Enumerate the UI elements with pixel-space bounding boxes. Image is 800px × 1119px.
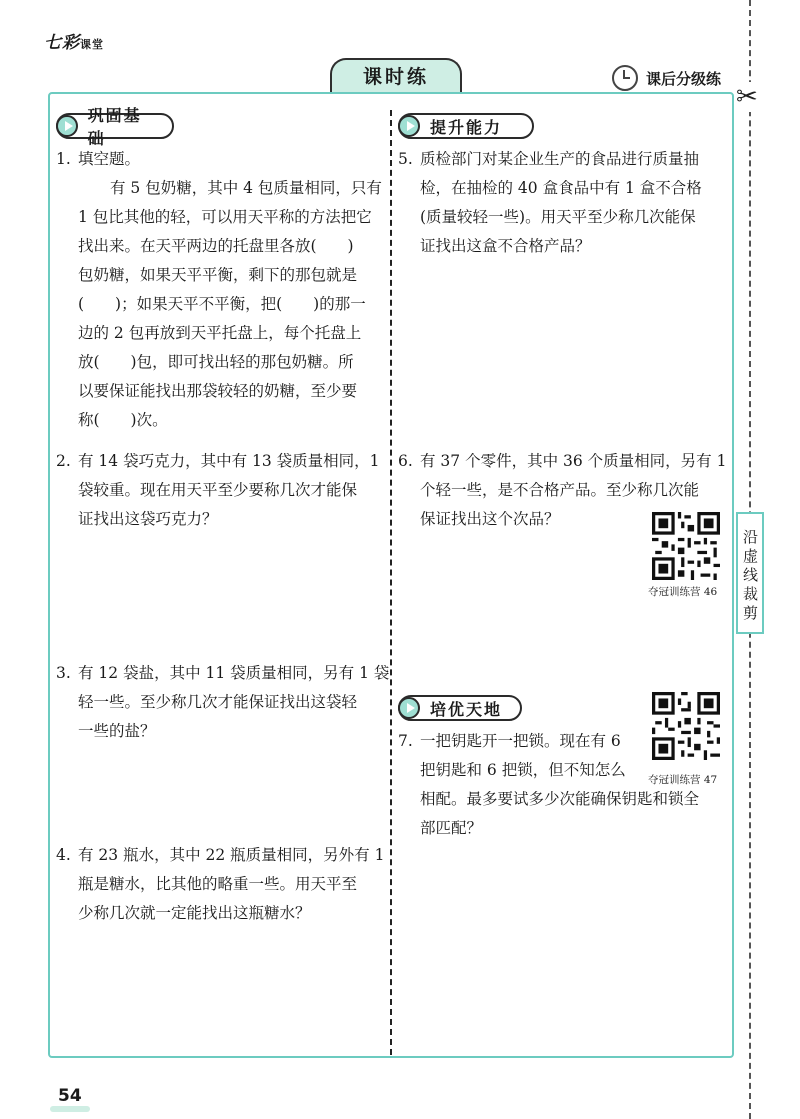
cut-label: 沿虚线裁剪	[736, 512, 764, 634]
brand-logo	[44, 28, 104, 53]
play-icon	[56, 115, 78, 137]
question-line: 检，在抽检的 40 盒食品中有 1 盒不合格	[420, 179, 702, 197]
question-line: (质量较轻一些)。用天平至少称几次能保	[420, 208, 696, 226]
question-line: 瓶是糖水，比其他的略重一些。用天平至	[78, 875, 358, 893]
question-line: 轻一些。至少称几次才能保证找出这袋轻	[78, 693, 358, 711]
question-line: 质检部门对某企业生产的食品进行质量抽	[420, 150, 700, 168]
page-number: 54	[58, 1086, 82, 1106]
section-basic-title: 巩固基础	[87, 106, 142, 148]
question-line: 找出来。在天平两边的托盘里各放( )	[78, 237, 354, 255]
qr-caption-46: 夺冠训练营 46	[648, 586, 718, 598]
question-line: 部匹配？	[420, 819, 483, 837]
question-5	[398, 145, 730, 261]
question-title: 填空题。	[78, 150, 141, 168]
play-icon	[398, 697, 420, 719]
question-line: 少称几次就一定能找出这瓶糖水？	[78, 904, 311, 922]
scissors-icon: ✂	[736, 82, 758, 112]
question-number: 3.	[56, 664, 71, 682]
clock-icon	[612, 65, 638, 91]
question-number: 6.	[398, 452, 413, 470]
brand-text: 七彩	[44, 33, 80, 53]
question-line: 1 包比其他的轻，可以用天平称的方法把它	[78, 208, 372, 226]
question-line: 有 5 包奶糖，其中 4 包质量相同，只有	[110, 179, 382, 197]
question-line: 边的 2 包再放到天平托盘上，每个托盘上	[78, 324, 362, 342]
question-line: ( )；如果天平不平衡，把( )的那一	[78, 295, 366, 313]
section-improve-header	[398, 113, 534, 139]
level-text: 课后分级练	[646, 69, 722, 88]
question-number: 5.	[398, 150, 413, 168]
question-line: 有 14 袋巧克力，其中有 13 袋质量相同，1	[78, 452, 380, 470]
question-line: 一把钥匙开一把锁。现在有 6	[420, 732, 621, 750]
section-improve-title: 提升能力	[430, 117, 503, 137]
question-3	[56, 659, 390, 746]
qr-code-46[interactable]	[652, 512, 720, 580]
question-4	[56, 841, 386, 928]
question-line: 以要保证能找出那袋较轻的奶糖，至少要	[78, 382, 358, 400]
page-number-bar	[50, 1106, 90, 1112]
question-line: 相配。最多要试多少次能确保钥匙和锁全	[420, 790, 700, 808]
question-line: 把钥匙和 6 把锁，但不知怎么	[420, 761, 626, 779]
question-2	[56, 447, 386, 534]
level-label	[612, 64, 721, 92]
question-line: 有 37 个零件，其中 36 个质量相同，另有 1	[420, 452, 727, 470]
question-line: 个轻一些，是不合格产品。至少称几次能	[420, 481, 700, 499]
question-7	[398, 727, 730, 843]
question-number: 7.	[398, 732, 413, 750]
question-line: 保证找出这个次品？	[420, 510, 560, 528]
section-basic-header	[56, 106, 174, 148]
question-number: 4.	[56, 846, 71, 864]
question-number: 2.	[56, 452, 71, 470]
question-line: 放( )包，即可找出轻的那包奶糖。所	[78, 353, 354, 371]
question-line: 有 12 袋盐，其中 11 袋质量相同，另有 1 袋	[78, 664, 390, 682]
question-number: 1.	[56, 150, 71, 168]
question-line: 有 23 瓶水，其中 22 瓶质量相同，另外有 1	[78, 846, 385, 864]
question-line: 证找出这袋巧克力？	[78, 510, 218, 528]
page-title: 课时练	[330, 58, 462, 94]
question-line: 称( )次。	[78, 411, 168, 429]
play-icon	[398, 115, 420, 137]
question-line: 袋较重。现在用天平至少要称几次才能保	[78, 481, 358, 499]
question-line: 证找出这盒不合格产品？	[420, 237, 591, 255]
column-divider	[390, 110, 392, 1055]
question-1	[56, 145, 386, 435]
question-line: 包奶糖，如果天平平衡，剩下的那包就是	[78, 266, 358, 284]
brand-small-text: 课堂	[80, 38, 104, 51]
question-line: 一些的盐？	[78, 722, 156, 740]
section-advanced-header	[398, 695, 522, 721]
qr-caption-47: 夺冠训练营 47	[648, 774, 718, 786]
section-advanced-title: 培优天地	[430, 699, 503, 719]
